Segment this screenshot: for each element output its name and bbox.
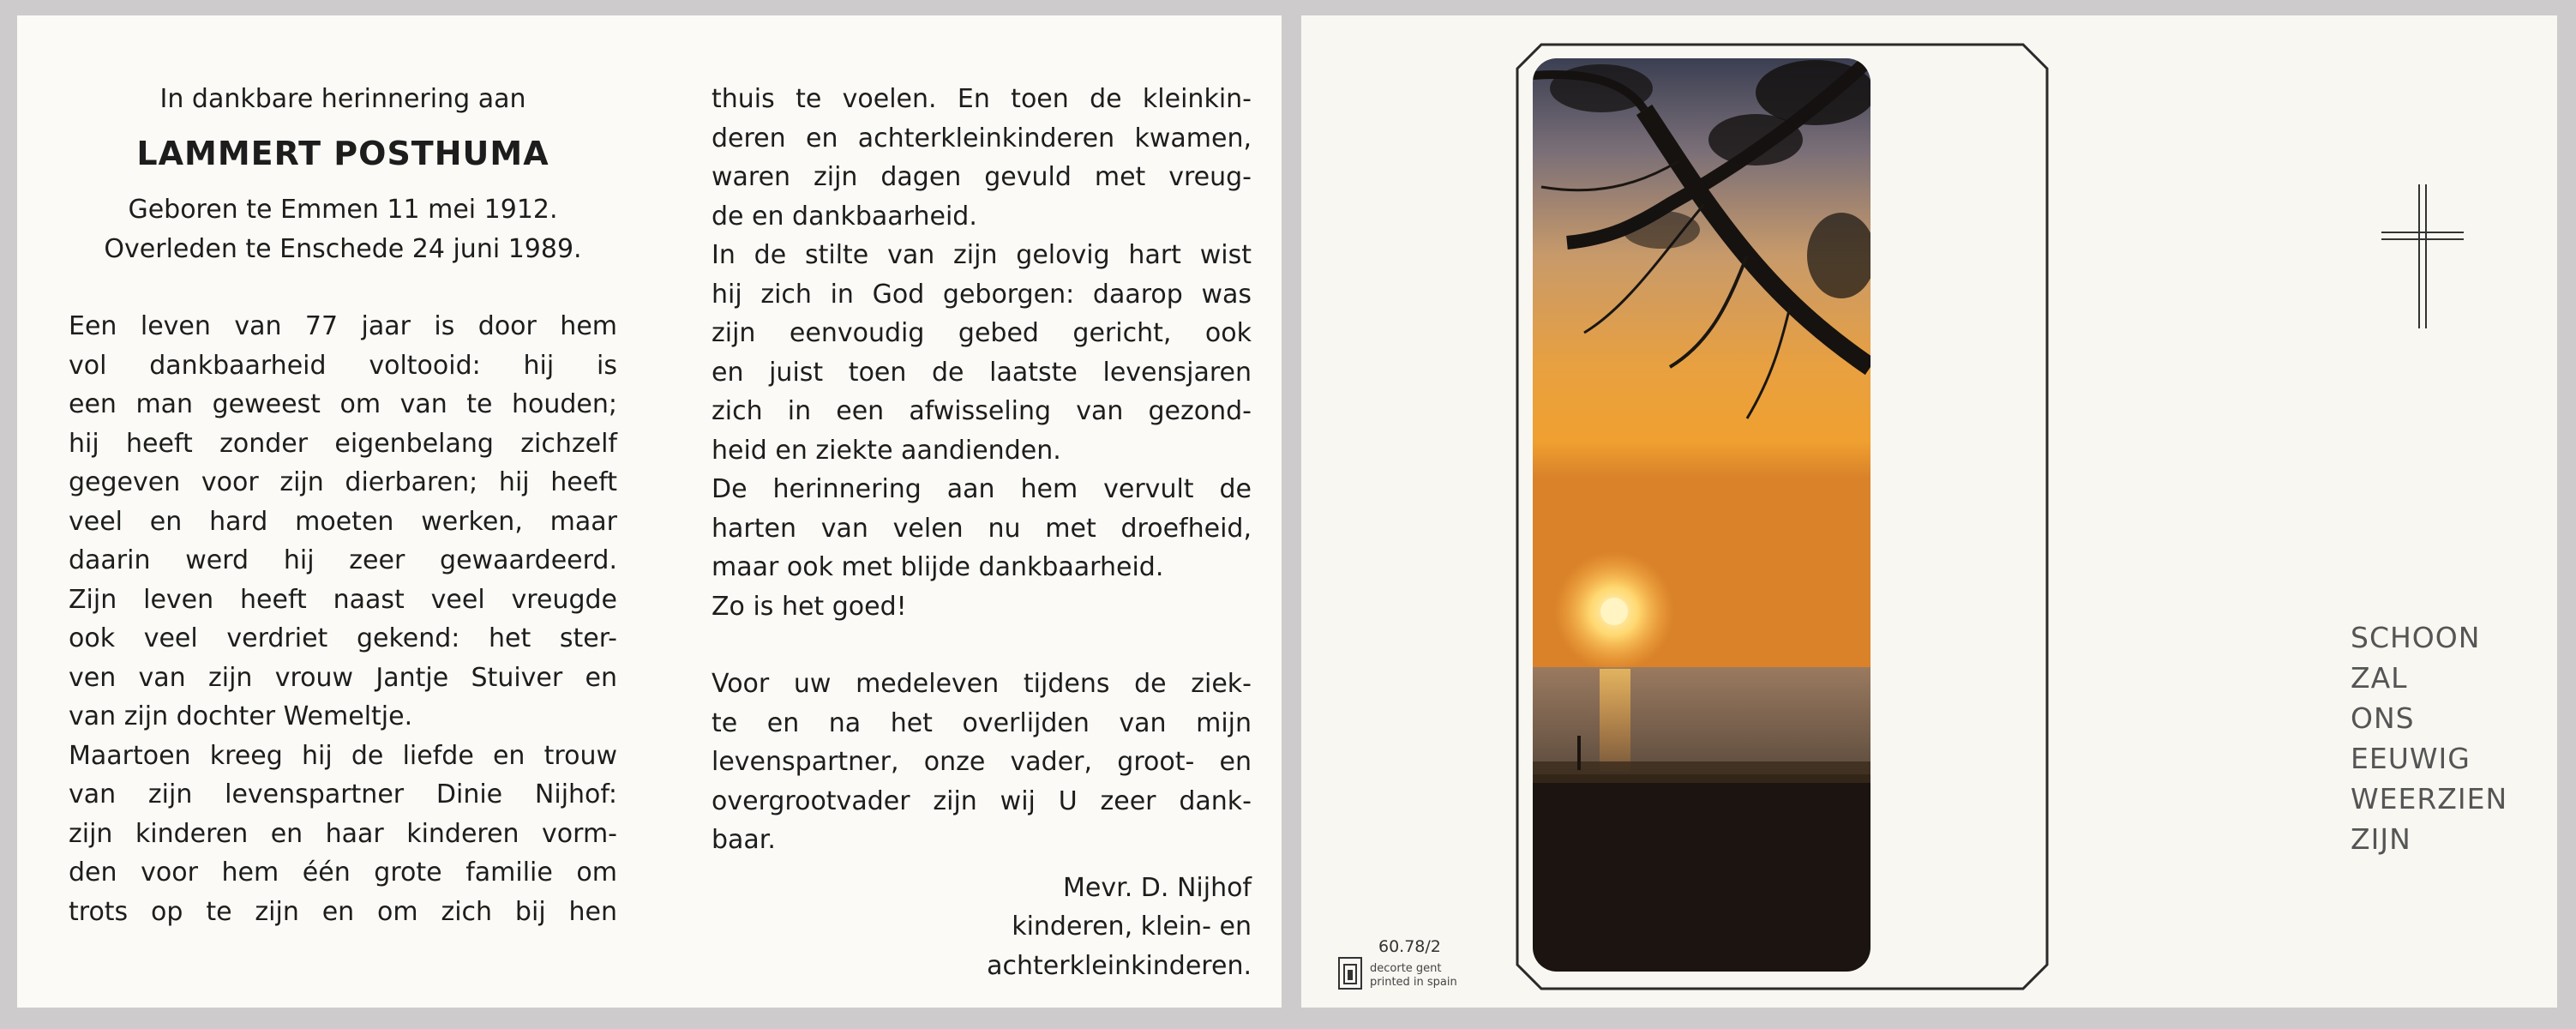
bio-line: zich in een afwisseling van gezond- bbox=[712, 396, 1252, 426]
bio-line: de en dankbaarheid. bbox=[712, 201, 977, 232]
bio-line: veel en hard moeten werken, maar bbox=[69, 506, 617, 537]
text-column-right bbox=[712, 80, 1252, 985]
thanks-line: levenspartner, onze vader, groot- en bbox=[712, 747, 1252, 777]
bio-line: en juist toen de laatste levensjaren bbox=[712, 357, 1252, 388]
verse-line: WEERZIEN bbox=[2351, 782, 2508, 815]
cross-icon bbox=[2381, 184, 2464, 328]
intro-line: In dankbare herinnering aan bbox=[159, 84, 526, 114]
bio-line: vol dankbaarheid voltooid: hij is bbox=[69, 350, 617, 381]
verse-line: ZAL bbox=[2351, 661, 2408, 695]
thanks-line: Voor uw medeleven tijdens de ziek- bbox=[712, 669, 1252, 699]
publication-code: 60.78/2 bbox=[1378, 937, 1441, 956]
signature-block bbox=[712, 869, 1252, 986]
verse-text bbox=[2351, 617, 2507, 859]
bio-line: maar ook met blijde dankbaarheid. bbox=[712, 552, 1164, 582]
bio-line: ven van zijn vrouw Jantje Stuiver en bbox=[69, 662, 617, 693]
bio-line: Maartoen kreeg hij de liefde en trouw bbox=[69, 740, 617, 771]
bio-line: thuis te voelen. En toen de kleinkin- bbox=[712, 84, 1252, 114]
verse-line: ONS bbox=[2351, 701, 2415, 735]
signature-line: achterkleinkinderen. bbox=[987, 950, 1252, 981]
bio-line: hij heeft zonder eigenbelang zichzelf bbox=[69, 428, 617, 459]
bio-line: daarin werd hij zeer gewaardeerd. bbox=[69, 545, 617, 575]
bio-line: van zijn levenspartner Dinie Nijhof: bbox=[69, 779, 617, 809]
closing-line: Zo is het goed! bbox=[712, 591, 907, 622]
bio-line: een man geweest om van te houden; bbox=[69, 389, 617, 419]
left-page bbox=[17, 15, 1282, 1008]
bio-line: deren en achterkleinkinderen kwamen, bbox=[712, 123, 1252, 153]
bio-line: Een leven van 77 jaar is door hem bbox=[69, 311, 617, 341]
publisher-text bbox=[1370, 962, 1457, 990]
signature-line: Mevr. D. Nijhof bbox=[1063, 872, 1252, 903]
biography-text bbox=[69, 307, 617, 931]
publisher-line: decorte gent bbox=[1370, 962, 1442, 975]
died-line: Overleden te Enschede 24 juni 1989. bbox=[104, 233, 582, 264]
bio-line: zijn eenvoudig gebed gericht, ook bbox=[712, 318, 1252, 348]
born-line: Geboren te Emmen 11 mei 1912. bbox=[128, 195, 558, 225]
verse-line: SCHOON bbox=[2351, 621, 2481, 654]
bio-line: De herinnering aan hem vervult de bbox=[712, 474, 1252, 504]
bio-line: den voor hem één grote familie om bbox=[69, 858, 617, 888]
bio-line: ook veel verdriet gekend: het ster- bbox=[69, 623, 617, 653]
bio-line: zijn kinderen en haar kinderen vorm- bbox=[69, 818, 617, 849]
bio-line: trots op te zijn en om zich bij hen bbox=[69, 896, 617, 927]
bio-line: In de stilte van zijn gelovig hart wist bbox=[712, 240, 1252, 270]
deceased-name: LAMMERT POSTHUMA bbox=[136, 134, 549, 172]
bio-line: Zijn leven heeft naast veel vreugde bbox=[69, 584, 617, 615]
text-column-left bbox=[69, 80, 617, 931]
thanks-line: te en na het overlijden van mijn bbox=[712, 707, 1252, 738]
bio-line: hij zich in God geborgen: daarop was bbox=[712, 279, 1252, 310]
thanks-text bbox=[712, 665, 1252, 860]
bio-line: gegeven voor zijn dierbaren; hij heeft bbox=[69, 467, 617, 497]
bio-line: van zijn dochter Wemeltje. bbox=[69, 701, 413, 731]
verse-line: ZIJN bbox=[2351, 822, 2411, 856]
bio-line: waren zijn dagen gevuld met vreug- bbox=[712, 162, 1252, 192]
publisher-line: printed in spain bbox=[1370, 976, 1457, 989]
publisher-logo-icon bbox=[1337, 956, 1363, 990]
sunset-landscape-photo bbox=[1533, 58, 1870, 972]
signature-line: kinderen, klein- en bbox=[1012, 912, 1252, 942]
thanks-line: baar. bbox=[712, 825, 776, 855]
verse-line: EEUWIG bbox=[2351, 742, 2471, 775]
thanks-line: overgrootvader zijn wij U zeer dank- bbox=[712, 785, 1252, 816]
bio-line: harten van velen nu met droefheid, bbox=[712, 513, 1252, 544]
bio-line: heid en ziekte aandienden. bbox=[712, 435, 1061, 466]
